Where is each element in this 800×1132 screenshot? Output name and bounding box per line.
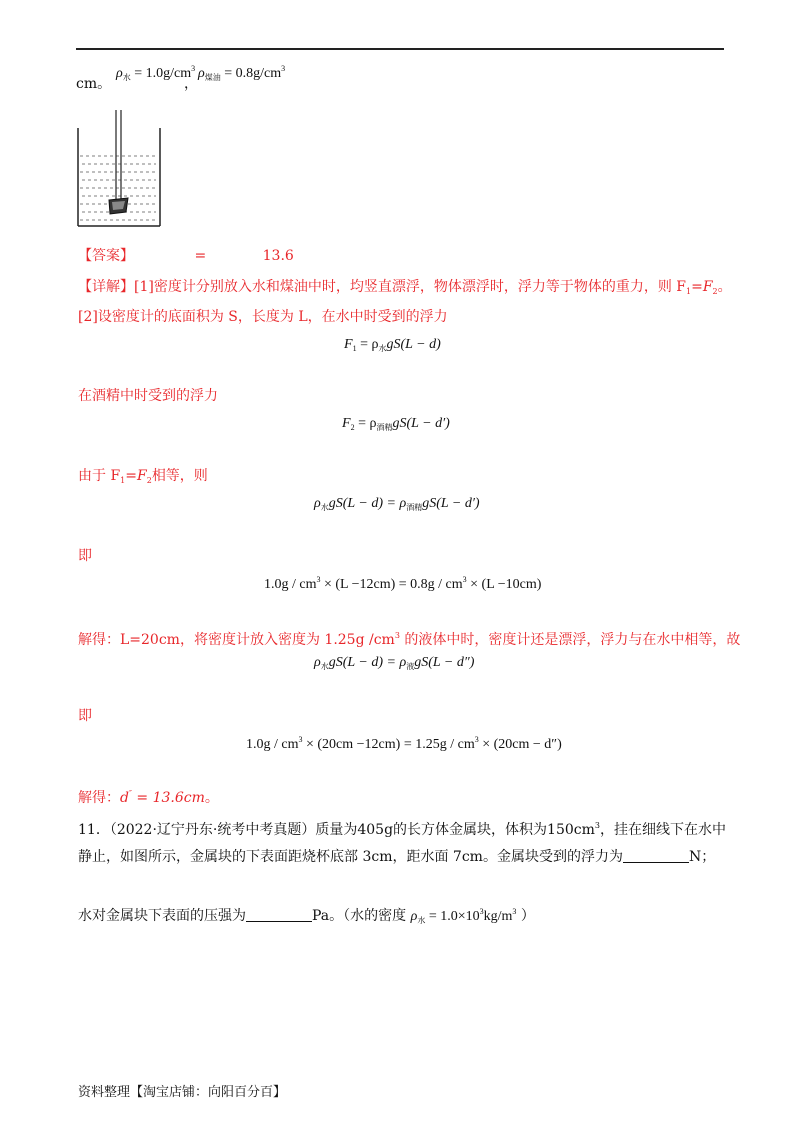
answer-line: 【答案】 = 13.6 bbox=[78, 248, 294, 264]
equation-3: $\rho_水gS(L - d) = \rho_{酒精}gS(L - d')$ bbox=[314, 496, 480, 512]
explain-line-2: [2]设密度计的底面积为 S，长度为 L，在水中时受到的浮力 bbox=[78, 309, 448, 325]
rho-water-def: $\rho_水 = 1.0g/cm^3$ bbox=[116, 64, 196, 82]
beaker-hydrometer-figure bbox=[76, 108, 162, 230]
equation-2: $F_2 = \rho_{酒精}gS(L - d')$ bbox=[342, 416, 450, 432]
question-line-1: 11．（2022·辽宁丹东·统考中考真题）质量为405g的长方体金属块，体积为$150cm^3$，挂在细线下在水中 bbox=[78, 821, 726, 838]
footer-note: 资料整理【淘宝店铺：向阳百分百】 bbox=[78, 1085, 287, 1100]
answer-blank-2[interactable] bbox=[246, 907, 312, 922]
answer-blank-1[interactable] bbox=[623, 848, 689, 863]
rho-oil-def: $\rho_{煤油} = 0.8g/cm^3$ bbox=[198, 64, 286, 82]
top-unit: cm。 bbox=[76, 76, 112, 92]
explain-line-4: 由于 $F_1=F_2$相等，则 bbox=[78, 468, 208, 485]
top-comma: ， bbox=[184, 76, 198, 92]
equation-6: $1.0g / cm^3 \times (20cm -12cm) = 1.25g / cm^3 \times (20cm - d'')$ bbox=[246, 735, 562, 752]
solve-line: 解得：d″ = 13.6cm。 bbox=[78, 789, 219, 806]
explain-line-1: 【详解】[1]密度计分别放入水和煤油中时，均竖直漂浮，物体漂浮时，浮力等于物体的重力，则 $F_1=F_2$。 bbox=[78, 279, 732, 296]
equation-5: $\rho_水gS(L - d) = \rho_液gS(L - d'')$ bbox=[314, 655, 475, 671]
ji-2: 即 bbox=[78, 708, 92, 724]
ji-1: 即 bbox=[78, 548, 92, 564]
explain-line-3: 在酒精中时受到的浮力 bbox=[78, 388, 218, 404]
question-line-2: 静止，如图所示，金属块的下表面距烧杯底部 3cm，距水面 7cm。金属块受到的浮力为 N； bbox=[78, 849, 716, 865]
question-line-3: 水对金属块下表面的压强为 Pa。（水的密度 $\rho_水 = 1.0\times 10^3kg/m^3$ ） bbox=[78, 907, 535, 925]
equation-4: $1.0g / cm^3 \times (L -12cm) = 0.8g / cm^3 \times (L -10cm)$ bbox=[264, 575, 542, 592]
header-rule bbox=[76, 48, 724, 50]
equation-1: $F_1 = \rho_水gS(L - d)$ bbox=[344, 337, 441, 353]
explain-line-5: 解得：L=20cm，将密度计放入密度为 1.25g $/cm^3$ 的液体中时，密度计还是漂浮，浮力与在水中相等，故 bbox=[78, 631, 741, 648]
